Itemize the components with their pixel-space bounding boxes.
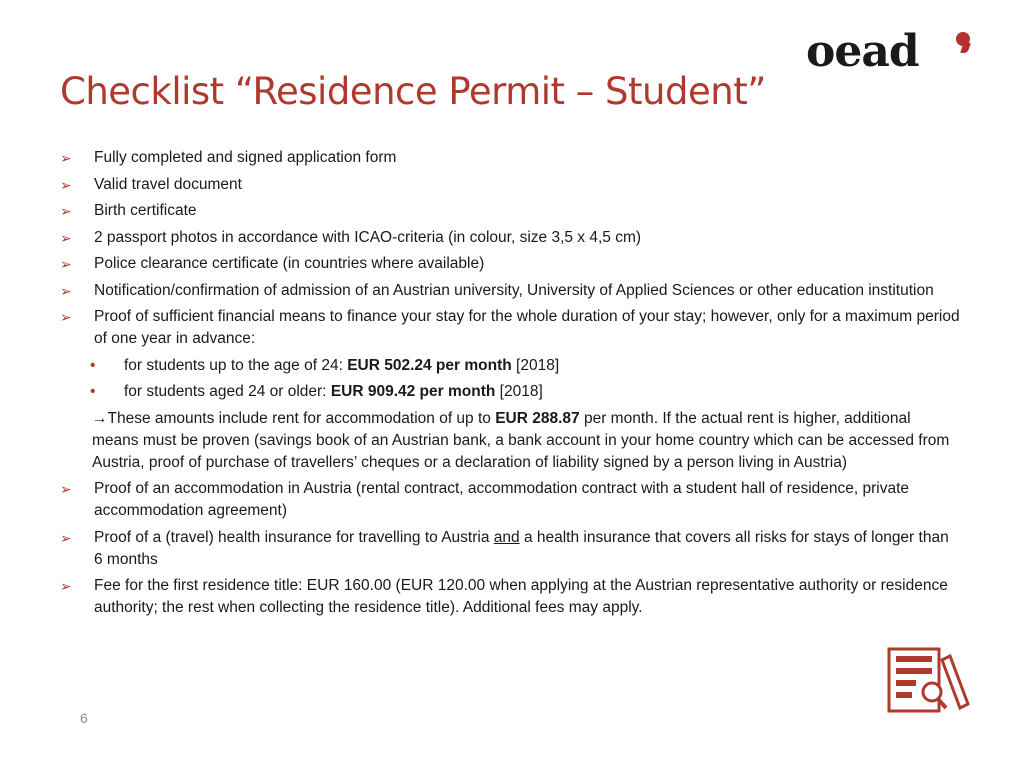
list-item: ➢ Police clearance certificate (in countries where available) [60,253,960,275]
document-search-icon [886,646,972,716]
arrow-bullet-icon: ➢ [60,203,72,219]
arrow-bullet-icon: ➢ [60,150,72,166]
sub-item-24-or-older: • for students aged 24 or older: EUR 909.42 per month [2018] [60,381,960,403]
list-item-accommodation: ➢ Proof of an accommodation in Austria (rental contract, accommodation contract with a student hall of residence, private accommodation agreement) [60,480,910,519]
arrow-bullet-icon: ➢ [60,529,72,546]
list-item: ➢ Notification/confirmation of admission of an Austrian university, University of Applied Sciences or other education institution [60,280,960,302]
rent-note: →These amounts include rent for accommodation of up to EUR 288.87 per month. If the actual rent is higher, additional means must be proven (savings book of an Austrian bank, a bank account in your home country which can be accessed from Austria, proof of purchase of travellers’ cheques or a declaration of liability signed by a person living in Austria) [92,409,950,471]
list-item: ➢ Birth certificate [60,200,960,222]
list-item: ➢ Valid travel document [60,174,960,196]
page-number: 6 [80,710,88,726]
list-item-fee: ➢ Fee for the first residence title: EUR 160.00 (EUR 120.00 when applying at the Austrian representative authority or residence authority; the rest when collecting the residence title). Additional fees may apply. [60,577,948,616]
arrow-bullet-icon: ➢ [60,229,72,246]
oead-logo [806,28,976,76]
list-item: ➢ Fully completed and signed application form [60,147,960,169]
logo-wordmark: oead [806,26,919,77]
list-item-insurance: ➢ Proof of a (travel) health insurance for travelling to Austria and a health insurance that covers all risks for stays of longer than 6 months [60,528,949,568]
arrow-bullet-icon: ➢ [60,578,72,594]
page-title: Checklist “Residence Permit – Student” [60,70,766,113]
arrow-bullet-icon: ➢ [60,282,72,299]
dot-bullet-icon: • [90,383,96,400]
dot-bullet-icon: • [90,356,96,374]
list-item-financial: ➢ Proof of sufficient financial means to finance your stay for the whole duration of your stay; however, only for a maximum period of one year in advance: [60,308,960,347]
arrow-bullet-icon: ➢ [60,256,72,272]
checklist [60,147,960,624]
arrow-bullet-icon: ➢ [60,176,72,193]
right-arrow-icon: → [92,409,108,427]
sub-item-under-24: • for students up to the age of 24: EUR 502.24 per month [2018] [60,355,960,377]
arrow-bullet-icon: ➢ [60,309,72,325]
list-item: ➢ 2 passport photos in accordance with ICAO-criteria (in colour, size 3,5 x 4,5 cm) [60,227,960,249]
arrow-bullet-icon: ➢ [60,481,72,497]
logo-comma-mark [956,32,970,46]
